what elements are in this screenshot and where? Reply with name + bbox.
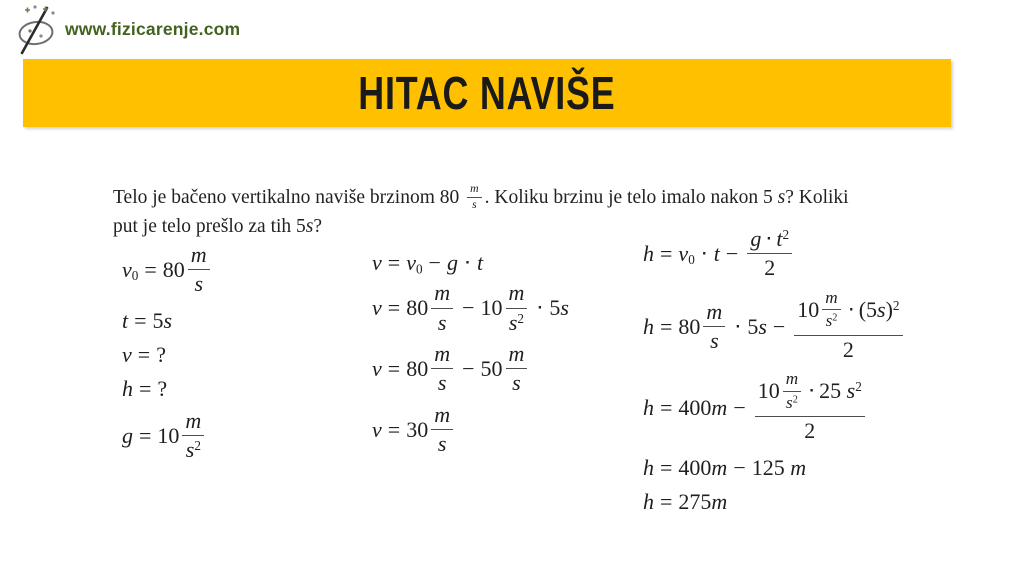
equation-t: t = 5s <box>122 307 173 333</box>
site-url: www.fizicarenje.com <box>65 18 241 39</box>
equation-v-step2: v = 80 $\frac{m}{s}$ − 50 $\frac{m}{s}$ <box>372 343 530 399</box>
equation-v-result: v = 30 $\frac{m}{s}$ <box>372 404 456 460</box>
title-banner <box>23 59 951 127</box>
equation-v-step1: v = 80 $\frac{m}{s}$ − 10 $\frac{m}{s^2}$ ⋅ 5s <box>372 280 569 335</box>
page-title: HITAC NAVIŠE <box>358 67 616 119</box>
equation-v-formula: $v = v_0 - g \cdot t$ <box>372 250 484 277</box>
equation-h-step3: h = 400m − 125 m <box>643 454 807 480</box>
phi-circle-logo-icon <box>13 3 60 55</box>
site-header <box>13 3 240 55</box>
equation-column-velocity <box>372 250 569 460</box>
equation-column-given-values <box>122 244 213 466</box>
equation-v0: $v_0 = 80$ $\frac{m}{s}$ <box>122 244 213 300</box>
problem-text: Telo je bačeno vertikalno naviše brzinom 80 $\frac{m}{s}$ . Koliku brzinu je telo imalo nakon 5 s? Koliki put je telo prešlo za tih 5s? <box>113 181 849 238</box>
equation-h-step2: h = 400m − 10 $\frac{m}{s^2}$ ⋅ 25 $s^2$ 2 <box>643 373 868 447</box>
equation-h-unknown: h = ? <box>122 375 168 401</box>
equation-h-result: h = 275m <box>643 488 728 514</box>
equation-h-formula: $h = v_0 \cdot t$ − $\frac{g \cdot t^2}{2}$ <box>643 228 795 284</box>
equation-h-step1: h = 80 $\frac{m}{s}$ ⋅ 5s − 10 $\frac{m}{s^2}$ ⋅ $(5s)^2$ 2 <box>643 292 906 366</box>
equation-v-unknown: v = ? <box>122 341 166 367</box>
equation-column-height <box>643 228 906 515</box>
equation-g: g = 10 $\frac{m}{s^2}$ <box>122 410 207 466</box>
